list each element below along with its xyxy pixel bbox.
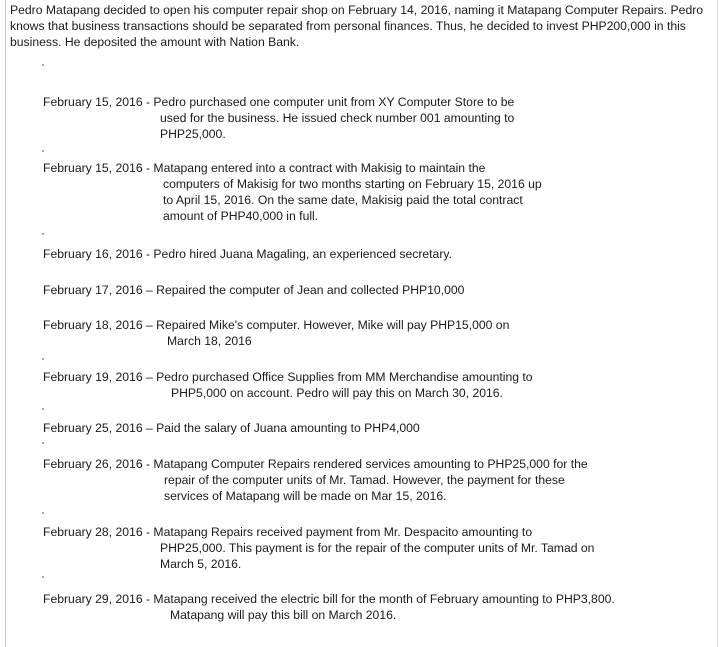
transaction-entry-5 <box>43 317 509 349</box>
page-right-border <box>717 0 718 647</box>
entry-line: February 18, 2016 – Repaired Mike's computer. However, Mike will pay PHP15,000 on <box>43 318 510 332</box>
transaction-entry-7 <box>43 420 420 436</box>
intro-paragraph: Pedro Matapang decided to open his computer repair shop on February 14, 2016, naming it Matapang Computer Repairs. Pedro knows that business transactions should be separated from personal finances. Thus, he decided to invest PHP200,000 in this business. He deposited the amount with Nation Bank. <box>10 3 704 49</box>
entry-line: February 29, 2016 - Matapang received the electric bill for the month of February amounting to PHP3,800. <box>43 592 615 606</box>
separator-dot <box>42 576 44 578</box>
transaction-entry-10 <box>43 591 615 623</box>
entry-line: February 15, 2016 - Pedro purchased one computer unit from XY Computer Store to be <box>43 95 515 109</box>
transaction-entry-4 <box>43 282 464 298</box>
separator-dot <box>42 442 44 444</box>
entry-line: February 25, 2016 – Paid the salary of Juana amounting to PHP4,000 <box>43 421 420 435</box>
transaction-entry-1 <box>43 94 514 142</box>
entry-line: February 15, 2016 - Matapang entered into a contract with Makisig to maintain the <box>43 161 486 175</box>
separator-dot <box>42 512 44 514</box>
entry-line: February 17, 2016 – Repaired the computer of Jean and collected PHP10,000 <box>43 283 465 297</box>
entry-line: February 26, 2016 - Matapang Computer Repairs rendered services amounting to PHP25,000 for the <box>43 457 588 471</box>
entry-line: services of Matapang will be made on Mar 15, 2016. <box>164 489 447 503</box>
entry-line: used for the business. He issued check number 001 amounting to <box>160 111 515 125</box>
entry-line: March 18, 2016 <box>167 334 252 348</box>
entry-line: February 28, 2016 - Matapang Repairs received payment from Mr. Despacito amounting to <box>43 525 533 539</box>
entry-line: February 19, 2016 – Pedro purchased Office Supplies from MM Merchandise amounting to <box>43 370 533 384</box>
entry-line: Matapang will pay this bill on March 2016. <box>170 608 397 622</box>
transaction-entry-9 <box>43 524 594 572</box>
separator-dot <box>42 358 44 360</box>
entry-line: amount of PHP40,000 in full. <box>163 209 319 223</box>
separator-dot <box>42 233 44 235</box>
entry-line: PHP25,000. <box>160 127 226 141</box>
entry-line: to April 15, 2016. On the same date, Makisig paid the total contract <box>163 193 523 207</box>
separator-dot <box>42 64 44 66</box>
separator-dot <box>42 408 44 410</box>
entry-line: computers of Makisig for two months starting on February 15, 2016 up <box>163 177 542 191</box>
entry-line: repair of the computer units of Mr. Tamad. However, the payment for these <box>164 473 565 487</box>
entry-line: PHP5,000 on account. Pedro will pay this on March 30, 2016. <box>171 386 503 400</box>
transaction-entry-2 <box>43 160 542 224</box>
entry-line: PHP25,000. This payment is for the repair of the computer units of Mr. Tamad on <box>160 541 595 555</box>
entry-line: March 5, 2016. <box>160 557 242 571</box>
transaction-entry-8 <box>43 456 588 504</box>
transaction-entry-6 <box>43 369 533 401</box>
entry-line: February 16, 2016 - Pedro hired Juana Magaling, an experienced secretary. <box>43 247 452 261</box>
transaction-entry-3 <box>43 246 452 262</box>
separator-dot <box>42 150 44 152</box>
page-left-border <box>5 0 6 647</box>
